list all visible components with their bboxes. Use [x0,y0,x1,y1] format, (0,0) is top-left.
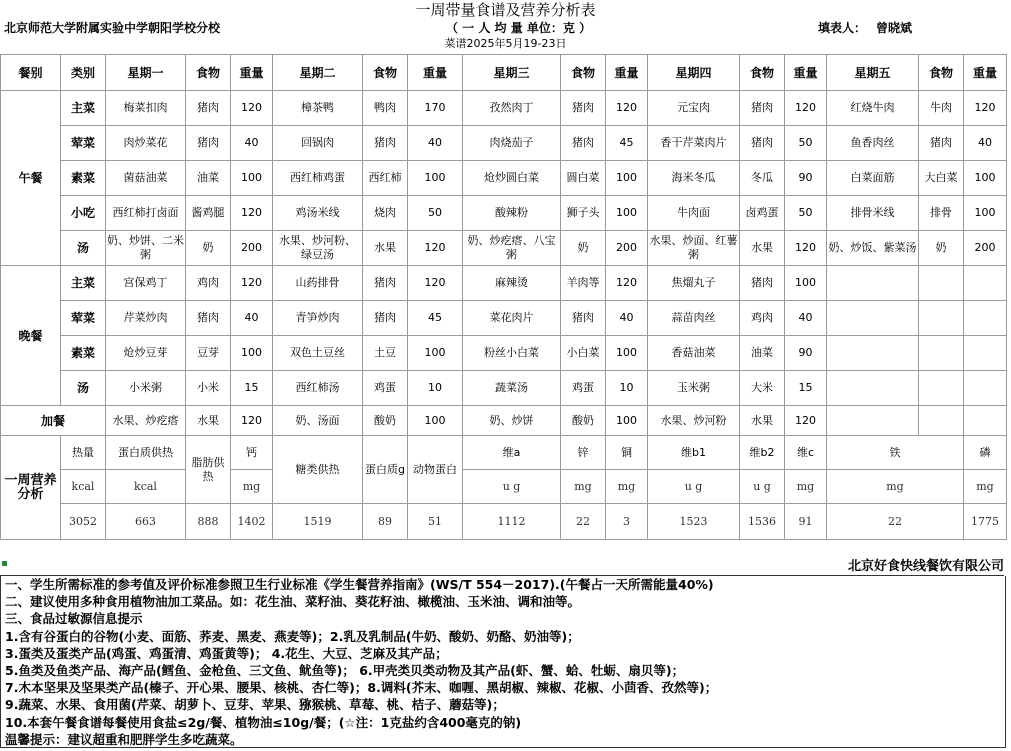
table-cell: 100 [231,336,273,371]
table-row [1,336,1007,371]
table-cell: 猪肉 [740,91,785,126]
nutrient-value: 51 [408,504,463,540]
table-cell: 120 [606,266,648,301]
nutrient-unit: mg [606,470,648,504]
col-header: 重量 [785,55,827,91]
table-cell: 100 [964,161,1007,196]
nutrient-label: 铁 [827,436,964,470]
table-cell: 粉丝小白菜 [463,336,561,371]
table-cell: 牛肉 [919,91,964,126]
table-cell: 45 [606,126,648,161]
table-row [1,161,1007,196]
nutrient-value: 1112 [463,504,561,540]
table-cell: 100 [408,336,463,371]
meal-label: 午餐 [1,91,61,266]
table-cell: 狮子头 [561,196,606,231]
table-cell: 水果、炒疙瘩 [106,406,186,436]
table-row [1,301,1007,336]
table-cell: 奶、汤面 [273,406,363,436]
nutrient-value: 91 [785,504,827,540]
table-cell: 10 [408,371,463,406]
note-line: 三、食品过敏源信息提示 [5,611,143,627]
table-cell: 小米 [186,371,231,406]
empty-cell [964,406,1007,436]
table-cell: 西红柿 [363,161,408,196]
table-cell: 猪肉 [561,301,606,336]
school-name: 北京师范大学附属实验中学朝阳学校分校 [4,21,221,35]
table-cell: 100 [606,406,648,436]
empty-cell [827,301,919,336]
table-cell: 牛肉面 [648,196,740,231]
col-header: 星期四 [648,55,740,91]
table-cell: 猪肉 [919,126,964,161]
unit-label: （ 一 人 均 量 单位：克 ） [446,21,592,35]
empty-cell [964,371,1007,406]
empty-cell [964,266,1007,301]
nutrient-unit: mg [964,470,1007,504]
nutrient-value: 89 [363,504,408,540]
table-cell: 羊肉等 [561,266,606,301]
table-cell: 40 [408,126,463,161]
table-cell: 50 [785,126,827,161]
col-header: 星期一 [106,55,186,91]
table-cell: 土豆 [363,336,408,371]
nutrition-row-values [1,504,1007,540]
table-cell: 卤鸡蛋 [740,196,785,231]
table-cell: 120 [964,91,1007,126]
note-line: 7.木本坚果及坚果类产品(榛子、开心果、腰果、核桃、杏仁等)；8.调料(芥末、咖喱、黑胡椒、辣椒、花椒、小茴香、孜然等)； [5,680,718,696]
table-cell: 鸡肉 [186,266,231,301]
nutrient-label: 磷 [964,436,1007,470]
nutrition-row-units [1,470,1007,504]
nutrient-label: 铜 [606,436,648,470]
col-header: 餐别 [1,55,61,91]
col-header: 食物 [740,55,785,91]
table-cell: 烧肉 [363,196,408,231]
nutrient-value: 3 [606,504,648,540]
note-line: 3.蛋类及蛋类产品(鸡蛋、鸡蛋清、鸡蛋黄等)； 4.花生、大豆、芝麻及其产品； [5,645,448,661]
table-cell: 200 [964,231,1007,266]
nutrient-value: 3052 [61,504,106,540]
week-range: 菜谱2025年5月19-23日 [444,37,567,50]
col-header: 食物 [561,55,606,91]
meal-label: 加餐 [1,406,106,436]
table-cell: 猪肉 [186,126,231,161]
table-row [1,126,1007,161]
table-cell: 红烧牛肉 [827,91,919,126]
table-cell: 山药排骨 [273,266,363,301]
table-cell: 香干芹菜肉片 [648,126,740,161]
table-cell: 排骨 [919,196,964,231]
col-header: 星期三 [463,55,561,91]
col-header: 重量 [231,55,273,91]
table-cell: 猪肉 [740,126,785,161]
table-cell: 水果 [740,406,785,436]
nutrient-value: 1536 [740,504,785,540]
table-cell: 45 [408,301,463,336]
table-cell: 豆芽 [186,336,231,371]
nutrient-label: 维b1 [648,436,740,470]
nutrient-unit: u g [740,470,785,504]
empty-cell [919,406,964,436]
nutrient-label: 维b2 [740,436,785,470]
table-row [1,371,1007,406]
nutrient-label: 动物蛋白 [408,436,463,504]
table-cell: 西红柿打卤面 [106,196,186,231]
nutrient-label: 热量 [61,436,106,470]
table-cell: 90 [785,336,827,371]
table-cell: 100 [408,161,463,196]
col-header: 类别 [61,55,106,91]
table-cell: 西红柿鸡蛋 [273,161,363,196]
table-cell: 40 [785,301,827,336]
table-cell: 50 [785,196,827,231]
table-cell: 40 [231,301,273,336]
nutrient-unit: mg [231,470,273,504]
table-cell: 奶 [186,231,231,266]
table-cell: 麻辣烫 [463,266,561,301]
header-row [1,55,1007,91]
table-cell: 西红柿汤 [273,371,363,406]
table-cell: 油菜 [186,161,231,196]
table-cell: 油菜 [740,336,785,371]
table-cell: 小白菜 [561,336,606,371]
table-cell: 炝炒豆芽 [106,336,186,371]
table-cell: 蒜苗肉丝 [648,301,740,336]
nutrient-value: 1523 [648,504,740,540]
table-cell: 120 [408,231,463,266]
category-label: 汤 [61,371,106,406]
table-cell: 100 [606,196,648,231]
table-cell: 焦熘丸子 [648,266,740,301]
table-cell: 青笋炒肉 [273,301,363,336]
notes-section [0,576,1006,748]
col-header: 食物 [186,55,231,91]
note-line: 一、学生所需标准的参考值及评价标准参照卫生行业标准《学生餐营养指南》(WS/T 554－2017).(午餐占一天所需能量40%) [5,577,714,592]
empty-cell [964,301,1007,336]
table-cell: 猪肉 [363,266,408,301]
table-cell: 120 [231,406,273,436]
table-cell: 猪肉 [186,91,231,126]
table-cell: 100 [231,161,273,196]
menu-table [0,54,1007,540]
table-cell: 猪肉 [561,126,606,161]
table-cell: 酱鸡腿 [186,196,231,231]
table-cell: 100 [964,196,1007,231]
col-header: 食物 [363,55,408,91]
table-cell: 120 [606,91,648,126]
table-cell: 海米冬瓜 [648,161,740,196]
nutrient-label: 糖类供热 [273,436,363,504]
empty-cell [919,266,964,301]
category-label: 荤菜 [61,301,106,336]
table-cell: 40 [606,301,648,336]
table-cell: 鸡汤米线 [273,196,363,231]
table-cell: 100 [785,266,827,301]
empty-cell [827,266,919,301]
col-header: 食物 [919,55,964,91]
table-cell: 50 [408,196,463,231]
nutrient-value: 663 [106,504,186,540]
table-cell: 奶、炒饼、二米粥 [106,231,186,266]
table-cell: 水果 [740,231,785,266]
col-header: 重量 [606,55,648,91]
empty-cell [919,336,964,371]
note-line: 1.含有谷蛋白的谷物(小麦、面筋、荞麦、黑麦、燕麦等)；2.乳及乳制品(牛奶、酸奶、奶酪、奶油等)； [5,628,580,644]
nutrient-label: 锌 [561,436,606,470]
table-cell: 元宝肉 [648,91,740,126]
note-line: 9.蔬菜、水果、食用菌(芹菜、胡萝卜、豆芽、苹果、猕猴桃、草莓、桃、桔子、蘑菇等)； [5,697,505,713]
table-cell: 100 [606,161,648,196]
category-label: 小吃 [61,196,106,231]
table-cell: 170 [408,91,463,126]
table-cell: 排骨米线 [827,196,919,231]
table-cell: 200 [231,231,273,266]
empty-cell [919,371,964,406]
empty-cell [827,406,919,436]
table-cell: 奶 [561,231,606,266]
table-cell: 水果、炒河粉、绿豆汤 [273,231,363,266]
nutrition-label: 一周营养分析 [1,436,61,540]
table-cell: 冬瓜 [740,161,785,196]
nutrient-value: 22 [827,504,964,540]
table-row [1,406,1007,436]
table-cell: 回锅肉 [273,126,363,161]
table-cell: 水果、炒河粉 [648,406,740,436]
table-cell: 宫保鸡丁 [106,266,186,301]
table-cell: 鸭肉 [363,91,408,126]
table-cell: 梅菜扣肉 [106,91,186,126]
filler-name: 曾晓斌 [876,21,913,35]
table-cell: 肉烧茄子 [463,126,561,161]
table-cell: 小米粥 [106,371,186,406]
nutrition-row-labels [1,436,1007,470]
table-row [1,196,1007,231]
table-cell: 100 [408,406,463,436]
filler-label: 填表人： [818,21,867,35]
table-cell: 90 [785,161,827,196]
table-cell: 120 [785,231,827,266]
col-header: 重量 [408,55,463,91]
table-cell: 15 [231,371,273,406]
table-cell: 炝炒圆白菜 [463,161,561,196]
table-cell: 40 [964,126,1007,161]
table-cell: 猪肉 [561,91,606,126]
table-cell: 水果 [186,406,231,436]
table-cell: 菌菇油菜 [106,161,186,196]
table-cell: 芹菜炒肉 [106,301,186,336]
nutrient-value: 1775 [964,504,1007,540]
table-cell: 120 [231,196,273,231]
table-cell: 玉米粥 [648,371,740,406]
table-row [1,266,1007,301]
table-cell: 酸奶 [363,406,408,436]
table-cell: 10 [606,371,648,406]
nutrient-value: 22 [561,504,606,540]
table-cell: 鸡肉 [740,301,785,336]
category-label: 素菜 [61,336,106,371]
table-cell: 奶、炒饭、紫菜汤 [827,231,919,266]
table-cell: 圆白菜 [561,161,606,196]
table-cell: 鱼香肉丝 [827,126,919,161]
table-cell: 200 [606,231,648,266]
nutrient-label: 蛋白质g [363,436,408,504]
meal-label: 晚餐 [1,266,61,406]
table-cell: 肉炒菜花 [106,126,186,161]
col-header: 星期五 [827,55,919,91]
page-title: 一周带量食谱及营养分析表 [415,1,596,19]
table-cell: 蔬菜汤 [463,371,561,406]
nutrient-unit: u g [463,470,561,504]
table-cell: 大白菜 [919,161,964,196]
nutrient-value: 888 [186,504,231,540]
table-cell: 猪肉 [186,301,231,336]
nutrient-unit: mg [785,470,827,504]
category-label: 主菜 [61,266,106,301]
nutrient-unit: kcal [106,470,186,504]
table-cell: 酸奶 [561,406,606,436]
col-header: 星期二 [273,55,363,91]
category-label: 荤菜 [61,126,106,161]
note-line: 二、建议使用多种食用植物油加工菜品。如：花生油、菜籽油、葵花籽油、橄榄油、玉米油、调和油等。 [5,594,581,610]
col-header: 重量 [964,55,1007,91]
empty-cell [964,336,1007,371]
table-row [1,91,1007,126]
table-cell: 猪肉 [363,301,408,336]
table-cell: 奶 [919,231,964,266]
table-cell: 100 [606,336,648,371]
table-cell: 香菇油菜 [648,336,740,371]
table-cell: 菜花肉片 [463,301,561,336]
table-cell: 樟茶鸭 [273,91,363,126]
table-cell: 鸡蛋 [363,371,408,406]
table-cell: 猪肉 [363,126,408,161]
table-cell: 猪肉 [740,266,785,301]
table-cell: 120 [785,91,827,126]
table-cell: 双色土豆丝 [273,336,363,371]
note-line: 10.本套午餐食谱每餐使用食盐≤2g/餐、植物油≤10g/餐；(☆注：1克盐约含400毫克的钠) [5,714,522,730]
table-cell: 120 [231,266,273,301]
table-cell: 120 [231,91,273,126]
nutrient-label: 维a [463,436,561,470]
table-cell: 孜然肉丁 [463,91,561,126]
table-cell: 水果、炒面、红薯粥 [648,231,740,266]
table-cell: 大米 [740,371,785,406]
empty-cell [827,371,919,406]
table-cell: 白菜面筋 [827,161,919,196]
nutrient-unit: u g [648,470,740,504]
nutrient-value: 1402 [231,504,273,540]
table-row [1,231,1007,266]
table-cell: 奶、炒饼 [463,406,561,436]
company-name: 北京好食快线餐饮有限公司 [0,558,1004,576]
table-cell: 40 [231,126,273,161]
empty-cell [919,301,964,336]
table-cell: 奶、炒疙瘩、八宝粥 [463,231,561,266]
table-cell: 15 [785,371,827,406]
note-line: 温馨提示：建议超重和肥胖学生多吃蔬菜。 [5,731,243,747]
table-cell: 酸辣粉 [463,196,561,231]
table-cell: 120 [785,406,827,436]
nutrient-label: 钙 [231,436,273,470]
table-cell: 鸡蛋 [561,371,606,406]
table-cell: 120 [408,266,463,301]
nutrient-label: 脂肪供热 [186,436,231,504]
nutrient-unit: kcal [61,470,106,504]
nutrient-value: 1519 [273,504,363,540]
category-label: 汤 [61,231,106,266]
nutrient-label: 维c [785,436,827,470]
nutrient-unit: mg [561,470,606,504]
category-label: 素菜 [61,161,106,196]
note-line: 5.鱼类及鱼类产品、海产品(鳕鱼、金枪鱼、三文鱼、鱿鱼等)； 6.甲壳类贝类动物及其产品(虾、蟹、蛤、牡蛎、扇贝等)； [5,663,685,679]
category-label: 主菜 [61,91,106,126]
empty-cell [827,336,919,371]
nutrient-label: 蛋白质供热 [106,436,186,470]
nutrient-unit: mg [827,470,964,504]
table-cell: 水果 [363,231,408,266]
